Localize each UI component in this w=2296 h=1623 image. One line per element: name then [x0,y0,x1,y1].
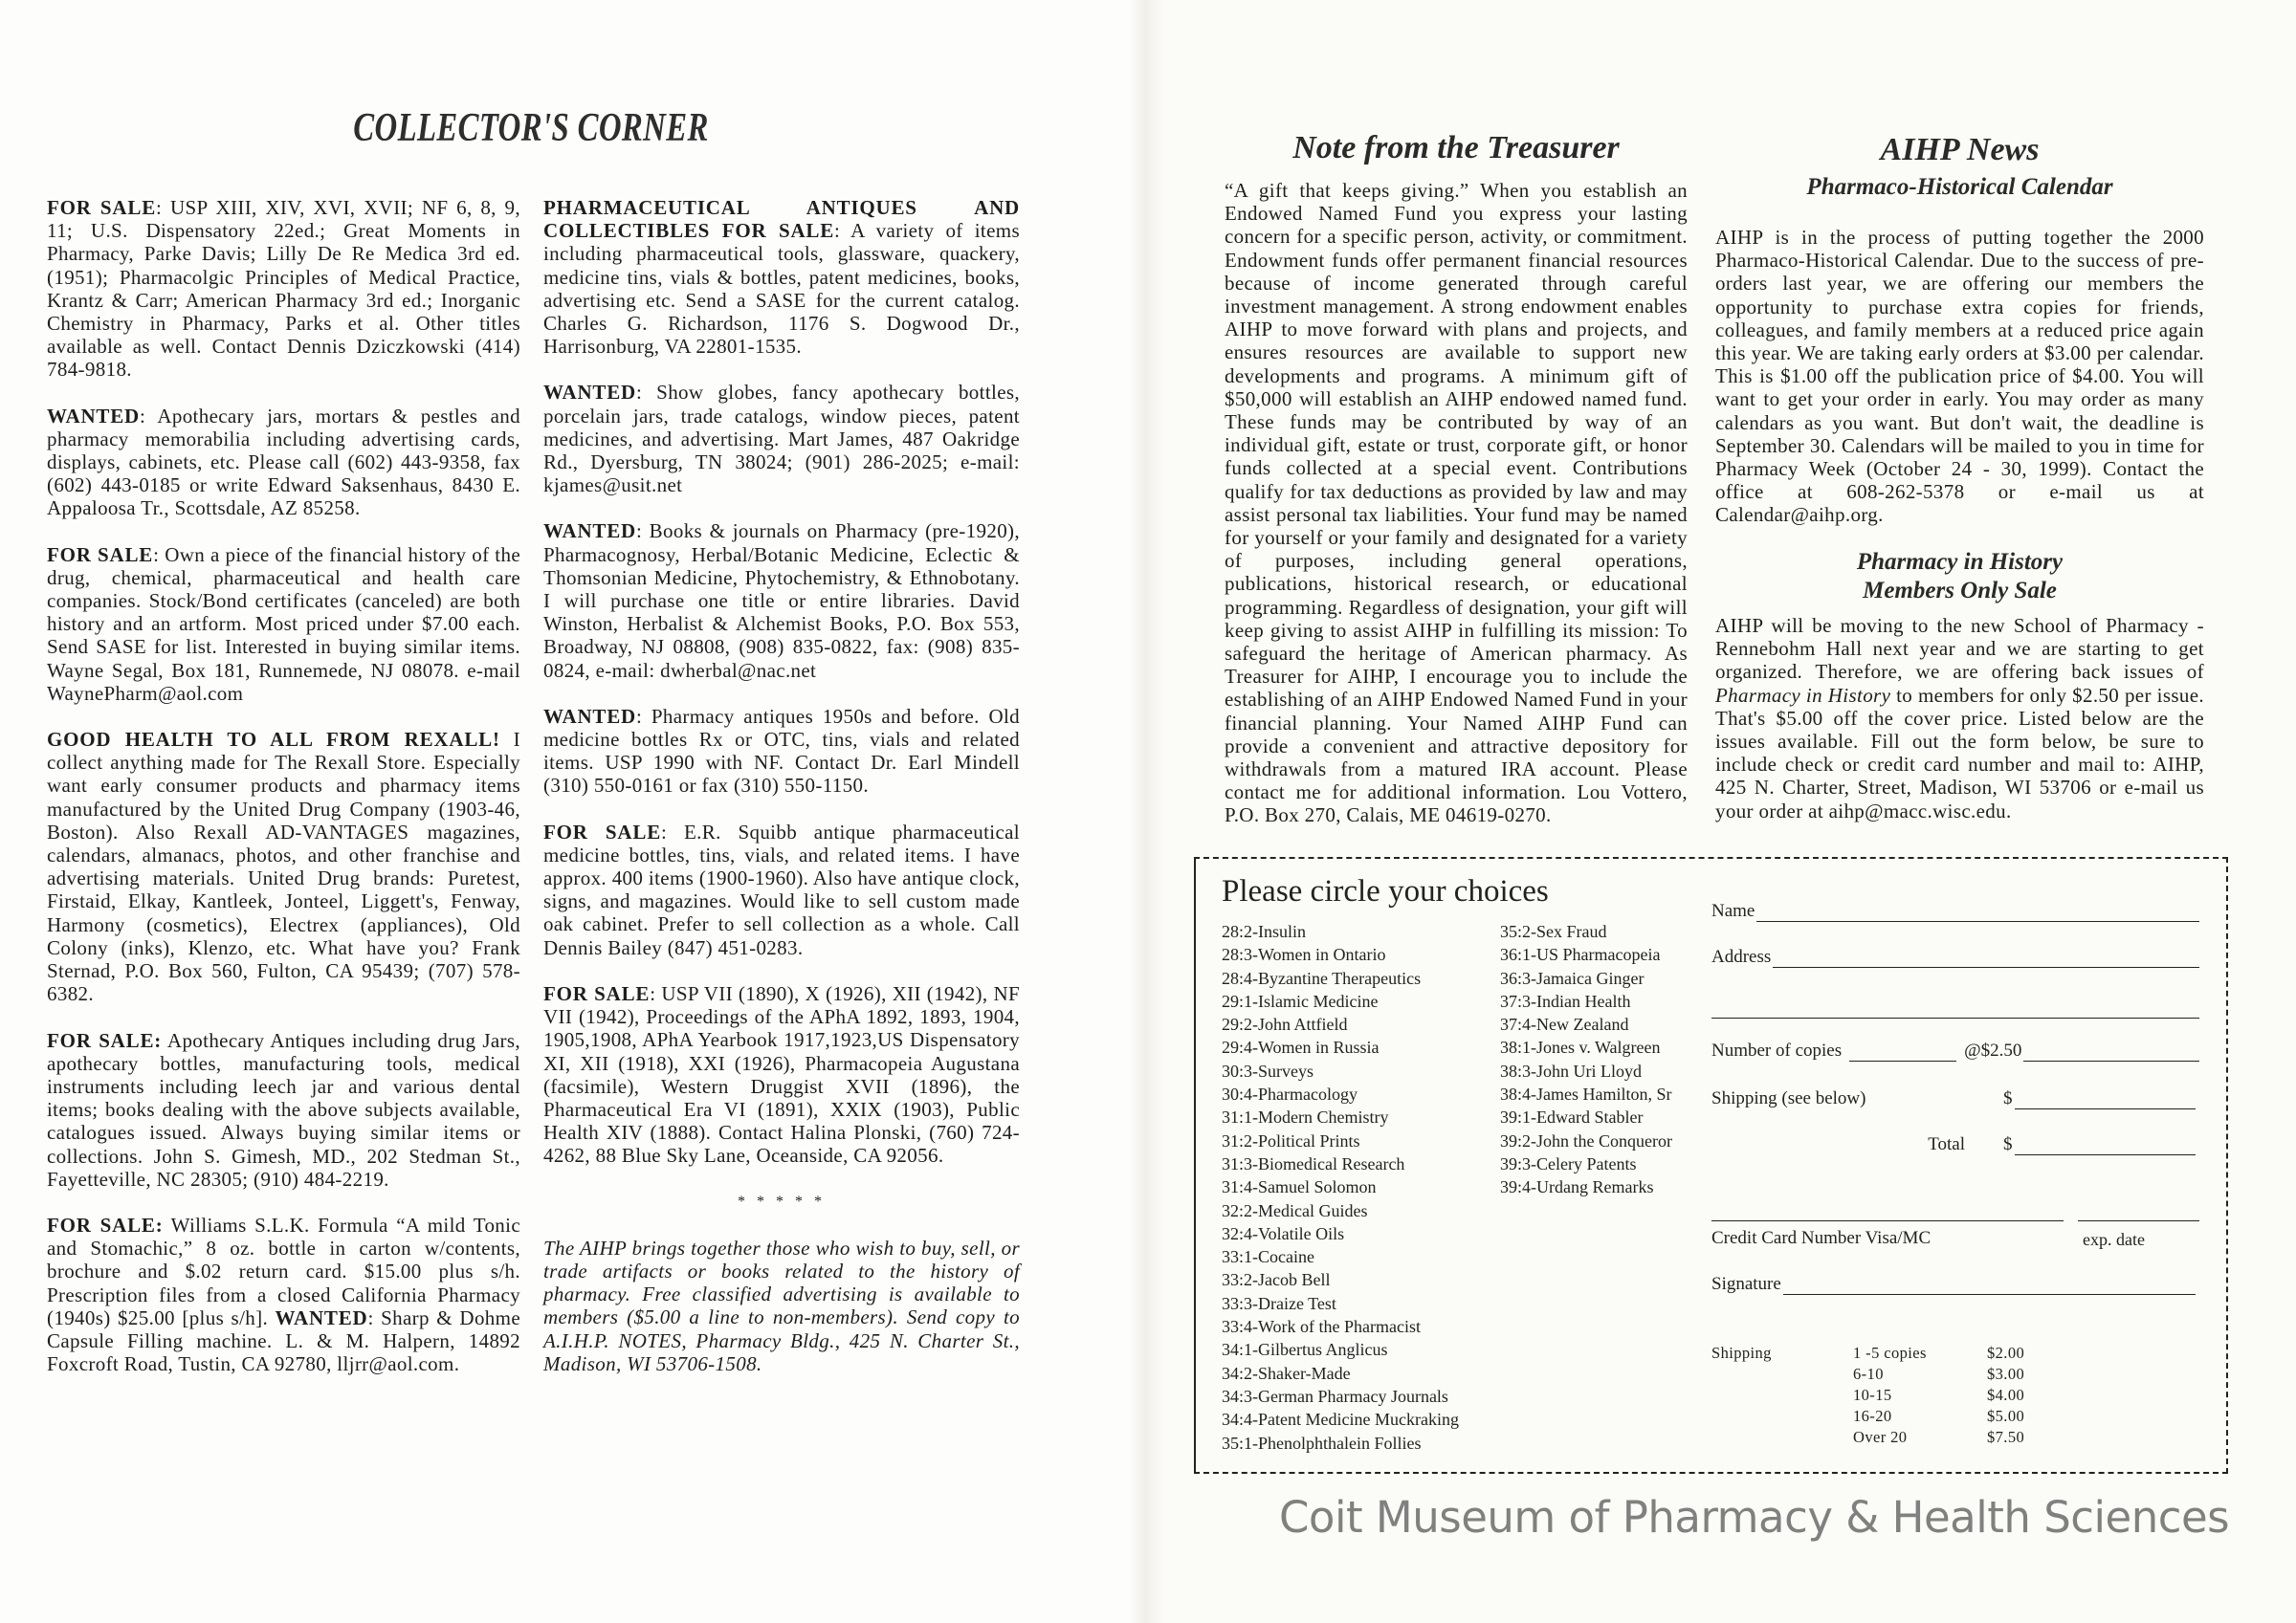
issue-option[interactable]: 36:1-US Pharmacopeia [1500,945,1661,965]
issue-option[interactable]: 32:2-Medical Guides [1222,1200,1368,1220]
ad-lead: WANTED [543,381,636,405]
ad-text: : Apothecary jars, mortars & pestles and pharmacy memorabilia including advertising cards, displays, cabinets, etc. Please call (602) 443-9358, fax (602) 443-0185 or write Edward Saksenhaus, 8430 E. Appaloosa Tr., Scottsdale, AZ 85258. [47,404,520,520]
issue-option[interactable]: 35:1-Phenolphthalein Follies [1222,1433,1422,1453]
page-gutter [1129,0,1167,1623]
news-column [1715,226,2204,550]
order-form-fields [1711,859,2201,1471]
classified-ad [543,196,1020,358]
ad-lead: WANTED [275,1305,368,1329]
shipping-dollar: $ [2003,1088,2013,1108]
ad-lead: WANTED [543,704,636,728]
classified-ad [543,705,1020,798]
ad-text: I collect anything made for The Rexall Store. Especially want early consumer products and pharmacy items manufactured by the United Drug Company (1903-46, Boston). Also Rexall AD-VANTAGES magazines, calendars, almanacs, photos, and other franchise and advertising materials. United Drug brands: Puretest, Firstaid, Elkay, Kantleek, Jonteel, Liggett's, Fenway, Harmony (cosmetics), Electrex (appliances), Old Colony (inks), Klenzo, etc. What have you? Frank Sternad, P.O. Box 560, Fulton, CA 95439; (707) 578-6382. [47,728,520,1006]
shipping-field[interactable] [1711,1088,2199,1109]
treasurer-column [1225,179,1688,850]
issue-option[interactable]: 36:3-Jamaica Ginger [1500,968,1645,988]
issue-list-1 [1222,920,1459,1455]
classifieds-column-2 [543,196,1020,1398]
issue-option[interactable]: 29:4-Women in Russia [1222,1038,1380,1058]
issue-option[interactable]: 39:3-Celery Patents [1500,1153,1637,1173]
sale-body [1715,614,2204,822]
ad-lead: PHARMACEUTICAL ANTIQUES AND COLLECTIBLES FOR SALE [543,196,1020,243]
ad-text: AIHP will be moving to the new School of Pharmacy - Rennebohm Hall next year and we are starting to get organized. Therefore, we are offering back issues of [1715,614,2204,684]
shipping-price: $2.00 [1987,1344,2025,1362]
address-input-line[interactable] [1773,950,2199,968]
shipping-rate-table [1853,1343,2024,1448]
order-form-title: Please circle your choices [1222,874,1549,909]
signature-field[interactable] [1711,1274,2199,1295]
classified-ad [47,728,520,1005]
issue-option[interactable]: 39:1-Edward Stabler [1500,1108,1644,1128]
museum-watermark: Coit Museum of Pharmacy & Health Sciences [1279,1492,2230,1543]
issue-option[interactable]: 39:2-John the Conqueror [1500,1130,1672,1151]
ad-text: : Pharmacy antiques 1950s and before. Old medicine bottles Rx or OTC, tins, vials and related items. USP 1990 with NF. Contact Dr. Earl Mindell (310) 550-0161 or fax (310) 550-1150. [543,704,1020,798]
total-input-line[interactable] [2015,1137,2197,1155]
issue-option[interactable]: 30:4-Pharmacology [1222,1085,1358,1105]
issue-option[interactable]: 31:1-Modern Chemistry [1222,1108,1389,1128]
shipping-price: $5.00 [1987,1407,2025,1425]
ad-text: : USP VII (1890), X (1926), XII (1942), NF VII (1942), Proceedings of the APhA 1892, 1893, 1904, 1905,1908, APhA Yearbook 1917,1923,US Dispensatory XI, XII (1918), XXI (1926), Pharmacopeia Augustana (facsimile), Western Druggist XVII (1896), the Pharmaceutical Era VI (1891), XXIX (1903), Public Health XIV (1888). Contact Halina Plonski, (760) 724-4262, 88 Blue Sky Lane, Oceanside, CA 92056. [543,981,1020,1168]
ad-text: : Books & journals on Pharmacy (pre-1920), Pharmacognosy, Herbal/Botanic Medicine, Eclectic & Thomsonian Medicine, Phytochemistry, & Ethnobotany. I will purchase one title or entire libraries. David Winston, Herbalist & Alchemist Books, P.O. Box 553, Broadway, NJ 08808, (908) 835-0822, fax: (908) 835-0824, e-mail: dwherbal@nac.net [543,519,1020,682]
ad-text: : Sharp & Dohme Capsule Filling machine. L. & M. Halpern, 14892 Foxcroft Road, Tustin, CA 92780, lljrr@aol.com. [47,1305,521,1376]
issue-option[interactable]: 38:3-John Uri Lloyd [1500,1061,1642,1081]
signature-input-line[interactable] [1783,1277,2196,1295]
ad-lead: FOR SALE: [47,1028,163,1052]
shipping-input-line[interactable] [2015,1091,2197,1109]
ad-lead: FOR SALE [47,196,156,219]
issue-option[interactable]: 38:4-James Hamilton, Sr [1500,1085,1672,1105]
issue-option[interactable]: 33:2-Jacob Bell [1222,1270,1331,1290]
exp-label: exp. date [2083,1230,2145,1249]
shipping-label: Shipping (see below) [1711,1088,1866,1108]
copies-field[interactable] [1711,1041,2199,1062]
issue-option[interactable]: 31:3-Biomedical Research [1222,1153,1405,1173]
card-input-line[interactable] [1711,1220,2064,1221]
issue-option[interactable]: 39:4-Urdang Remarks [1500,1177,1654,1197]
italic-title: Pharmacy in History [1715,683,1891,707]
sale-column [1715,614,2204,845]
shipping-rate-row [1853,1427,2024,1448]
classifieds-list [543,196,1020,1168]
shipping-rate-row [1853,1385,2024,1406]
sale-heading [1715,548,2204,605]
shipping-price: $7.50 [1987,1428,2025,1446]
price-label: @$2.50 [1964,1041,2022,1061]
issue-option[interactable]: 28:3-Women in Ontario [1222,945,1386,965]
collectors-corner-title: COLLECTOR'S CORNER [353,106,709,150]
issue-option[interactable]: 31:2-Political Prints [1222,1130,1360,1151]
sale-heading-line1: Pharmacy in History [1856,549,2064,575]
treasurer-body: “A gift that keeps giving.” When you establish an Endowed Named Fund you express your lasting concern for a specific person, activity, or commitment. Endowment funds offer permanent financial resources because of income generated through careful investment management. A strong endowment enables AIHP to move forward with plans and projects, and ensures resources are available to support new developments and programs. A minimum gift of $50,000 will establish an AIHP endowed named fund. These funds may be contributed by way of an individual gift, estate or trust, corporate gift, or honor funds collected at a special event. Contributions qualify for tax deductions as provided by law and may assist personal tax liabilities. Your fund may be named for yourself or your family and designated for a variety of purposes, including general operations, publications, historical research, or educational programming. Regardless of designation, your gift will keep giving to assist AIHP in fulfilling its mission: To safeguard the heritage of American pharmacy. As Treasurer for AIHP, I encourage you to include the establishing of an AIHP Endowed Named Fund in your financial planning. Your Named AIHP Fund can provide a convenient and attractive depository for withdrawals from a matured IRA account. Please contact me for additional information. Lou Vottero, P.O. Box 270, Calais, ME 04619-0270. [1225,179,1688,827]
ad-text: : E.R. Squibb antique pharmaceutical medicine bottles, tins, vials, and related items. I have approx. 400 items (1900-1960). Also have antique clock, signs, and magazines. Would like to sell custom made oak cabinet. Prefer to sell collection as a whole. Call Dennis Bailey (847) 451-0283. [543,820,1020,959]
ad-text: to members for only $2.50 per issue. That's $5.00 off the cover price. Listed below are the issues available. Fill out the form below, be sure to include check or credit card number and mail to: AIHP, 425 N. Charter, Street, Madison, WI 53706 or e-mail us your order at aihp@macc.wisc.edu. [1715,683,2204,822]
shipping-rate-row [1853,1406,2024,1427]
ad-lead: FOR SALE [543,820,661,844]
classified-ad [47,405,520,520]
issue-option[interactable]: 34:2-Shaker-Made [1222,1363,1351,1383]
total-label-wrap [1711,1134,2003,1155]
classified-ad [47,1029,520,1191]
issue-option[interactable]: 37:4-New Zealand [1500,1015,1629,1035]
issue-option[interactable]: 31:4-Samuel Solomon [1222,1177,1377,1197]
classified-ad [543,381,1020,496]
shipping-price: $3.00 [1987,1365,2025,1383]
shipping-price: $4.00 [1987,1386,2025,1404]
ad-text: : USP XIII, XIV, XVI, XVII; NF 6, 8, 9, 11; U.S. Dispensatory 22ed.; Great Moments in Pharmacy, Parke Davis; Lilly De Re Medica 3rd ed. (1951); Pharmacolgic Principles of Medical Practice, Krantz & Carr; American Pharmacy 3rd ed.; Inorganic Chemistry in Pharmacy, Parks et al. Other titles available as well. Contact Dennis Dziczkowski (414) 784-9818. [47,196,520,382]
issue-option[interactable]: 33:1-Cocaine [1222,1247,1314,1267]
separator-stars: * * * * * [738,1193,826,1210]
issue-option[interactable]: 38:1-Jones v. Walgreen [1500,1038,1661,1058]
ad-text: Apothecary Antiques including drug Jars, apothecary bottles, manufacturing tools, medical instruments including leech jar and various dental items; books dealing with the above subjects available, catalogues issued. Always buying similar items or collections. John S. Gimesh, MD., 202 Stedman St., Fayetteville, NC 28305; (910) 484-2219. [47,1028,520,1191]
shipping-range: 10-15 [1853,1386,1892,1404]
issue-option[interactable]: 29:1-Islamic Medicine [1222,991,1379,1011]
address-line-2[interactable] [1711,1000,2199,1019]
issue-option[interactable]: 33:4-Work of the Pharmacist [1222,1317,1422,1337]
ad-lead: WANTED [47,404,140,428]
issue-list-2 [1500,920,1672,1199]
shipping-range: 16-20 [1853,1407,1892,1425]
card-label: Credit Card Number Visa/MC [1711,1228,1932,1248]
name-label: Name [1711,901,1755,921]
issue-option[interactable]: 28:2-Insulin [1222,922,1306,941]
ad-text: : Show globes, fancy apothecary bottles, porcelain jars, trade catalogs, window pieces, patent medicines, and advertising. Mart James, 487 Oakridge Rd., Dyersburg, TN 38024; (901) 286-2025; e-mail: kjames@usit.net [543,381,1020,497]
issue-option[interactable]: 29:2-John Attfield [1222,1015,1348,1035]
issue-option[interactable]: 34:1-Gilbertus Anglicus [1222,1340,1388,1360]
shipping-rate-row [1853,1364,2024,1385]
issue-option[interactable]: 37:3-Indian Health [1500,991,1631,1011]
name-field[interactable] [1711,901,2199,922]
classified-ad [543,821,1020,959]
order-form-box [1194,857,2228,1474]
classified-ad [47,196,520,382]
news-subtitle: Pharmaco-Historical Calendar [1806,174,2113,200]
issue-option[interactable]: 34:3-German Pharmacy Journals [1222,1386,1448,1406]
total-field[interactable] [1711,1134,2199,1155]
ad-lead: WANTED [543,519,636,543]
treasurer-title: Note from the Treasurer [1292,130,1620,165]
classified-ad [543,519,1020,681]
ad-lead: GOOD HEALTH TO ALL FROM REXALL! [47,728,500,752]
classifieds-footer-note: The AIHP brings together those who wish to buy, sell, or trade artifacts or books related to the history of pharmacy. Free classified advertising is available to members ($5.00 a line to non-members). Send copy to A.I.H.P. NOTES, Pharmacy Bldg., 425 N. Charter St., Madison, WI 53706-1508. [543,1236,1020,1375]
sale-heading-line2: Members Only Sale [1863,578,2057,603]
classified-ad [543,982,1020,1168]
ad-text: Williams S.L.K. Formula “A mild Tonic and Stomachic,” 8 oz. bottle in carton w/contents, brochure and $.02 return card. $15.00 plus s/h. Prescription files from a closed California Pharmacy (1940s) $25.00 [plus s/h]. [47,1213,520,1329]
copies-input-line[interactable] [1849,1043,1956,1062]
ad-lead: FOR SALE: [47,1213,164,1237]
copies-label: Number of copies [1711,1041,1843,1061]
shipping-range: Over 20 [1853,1428,1908,1446]
issue-option[interactable]: 35:2-Sex Fraud [1500,922,1607,941]
classifieds-column-1 [47,196,520,1398]
address-label: Address [1711,947,1772,967]
signature-label: Signature [1711,1274,1781,1294]
classified-ad [47,1214,520,1375]
total-dollar: $ [2003,1134,2013,1154]
address-field[interactable] [1711,947,2199,968]
news-title: AIHP News [1880,132,2040,167]
ad-lead: FOR SALE [47,542,154,566]
ad-text: : A variety of items including pharmaceutical tools, glassware, quackery, medicine tins, vials & bottles, patent medicines, books, advertising etc. Send a SASE for the current catalog. Charles G. Richardson, 1176 S. Dogwood Dr., Harrisonburg, VA 22801-1535. [543,219,1020,359]
issue-option[interactable]: 28:4-Byzantine Therapeutics [1222,968,1422,988]
classified-ad [47,543,520,705]
name-input-line[interactable] [1756,904,2199,922]
total-label: Total [1928,1134,1965,1154]
ad-text: : Own a piece of the financial history of the drug, chemical, pharmaceutical and health care companies. Stock/Bond certificates (canceled) are both history and an artform. Most priced under $7.00 each. Send SASE for list. Interested in buying similar items. Wayne Segal, Box 181, Runnemede, NJ 08078. e-mail WaynePharm@aol.com [47,542,521,705]
calendar-body: AIHP is in the process of putting together the 2000 Pharmaco-Historical Calendar. Due to the success of pre-orders last year, we are offering our members the opportunity to purchase extra copies for friends, colleagues, and family members at a reduced price again this year. We are taking early orders at $3.00 per calendar. This is $1.00 off the publication price of $4.00. You will want to get your order in early. You may order as many calendars as you want. But don't wait, the deadline is September 30. Calendars will be mailed to you in time for Pharmacy Week (October 24 - 30, 1999). Contact the office at 608-262-5378 or e-mail us at Calendar@aihp.org. [1715,226,2204,527]
exp-input-line[interactable] [2078,1220,2199,1221]
shipping-heading: Shipping [1711,1344,1772,1362]
address-input-line-2[interactable] [1711,1000,2199,1019]
issue-option[interactable]: 34:4-Patent Medicine Muckraking [1222,1410,1459,1430]
shipping-rate-row [1853,1343,2024,1364]
shipping-range: 1 -5 copies [1853,1344,1927,1362]
issue-option[interactable]: 32:4-Volatile Oils [1222,1223,1345,1243]
ad-lead: FOR SALE [543,981,651,1005]
issue-option[interactable]: 30:3-Surveys [1222,1061,1314,1081]
shipping-range: 6-10 [1853,1365,1884,1383]
subtotal-input-line[interactable] [2023,1043,2199,1062]
issue-option[interactable]: 33:3-Draize Test [1222,1293,1336,1313]
